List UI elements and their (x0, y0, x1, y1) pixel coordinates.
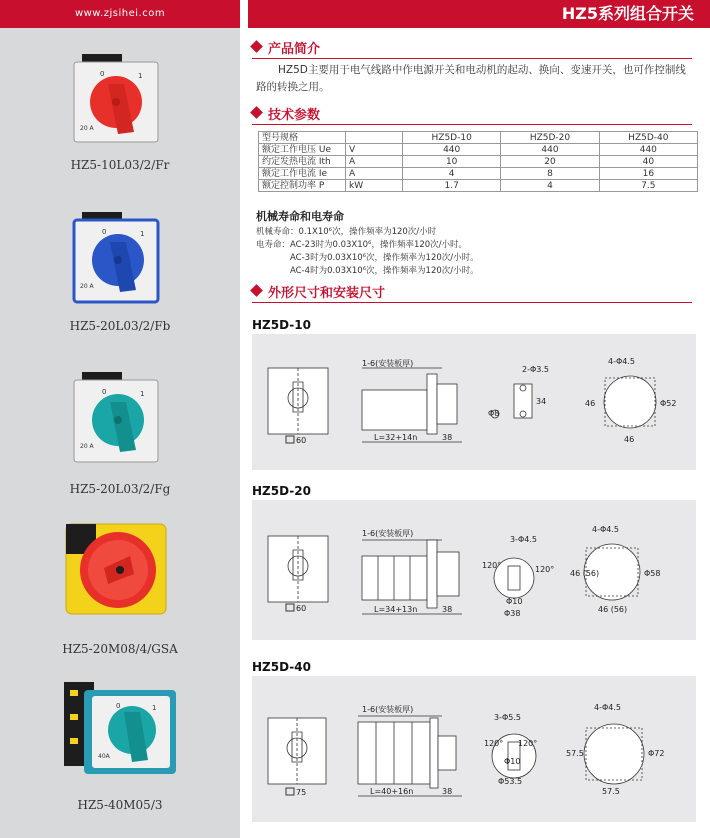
holes-b-label: 4-Φ4.5 (592, 525, 619, 534)
table-row (259, 144, 698, 156)
holes-a-label: 2-Φ3.5 (522, 365, 549, 374)
table-header-row (259, 132, 698, 144)
table-row (259, 168, 698, 180)
hole-d-label: Φ10 (504, 757, 521, 766)
front-size: 60 (296, 436, 307, 445)
life-line: AC-4时为0.03X10⁶次，操作频率为120次/小时。 (290, 266, 479, 276)
section-header-tech (252, 104, 692, 125)
holes-b-label: 4-Φ4.5 (608, 357, 635, 366)
drawing-label: 40A (98, 753, 110, 760)
circle-label: Φ72 (648, 749, 665, 758)
plate-label: 1-6(安装板厚) (362, 529, 414, 538)
depth-label: 38 (442, 433, 453, 442)
table-row (259, 156, 698, 168)
drawing-label: 20 A (80, 283, 94, 290)
switch-yellow-icon (60, 518, 180, 618)
plate-label: 1-6(安装板厚) (362, 705, 414, 714)
header-cell: 型号规格 (259, 132, 346, 144)
page-title: HZ5系列组合开关 (561, 4, 694, 23)
holes-a-label: 3-Φ4.5 (510, 535, 537, 544)
angle-r-label: 120° (518, 739, 538, 748)
product-hz5-20-green (0, 368, 240, 508)
header-cell (346, 132, 403, 144)
life-line: 机械寿命：0.1X10⁶次，操作频率为120次/小时 (256, 227, 437, 237)
square-h-label: 46 (585, 399, 596, 408)
table-cell: 7.5 (599, 180, 697, 192)
table-cell: 10 (403, 156, 501, 168)
drawing-hz5d-40 (252, 676, 696, 822)
header-cell: HZ5D-20 (501, 132, 599, 144)
intro-paragraph: HZ5D主要用于电气线路中作电源开关和电动机的起动、换向、变速开关，也可作控制线路的转换之用。 (256, 64, 686, 93)
table-cell: 16 (599, 168, 697, 180)
diamond-bullet-icon (250, 284, 263, 297)
length-label: L=40+16n (370, 787, 414, 796)
section-title: 产品简介 (268, 42, 321, 57)
side-view (362, 368, 462, 442)
table-cell: 额定工作电流 Ie (259, 168, 346, 180)
website-url[interactable]: www.zjsihei.com (0, 0, 240, 28)
product-sidebar (0, 0, 240, 838)
product-caption: HZ5-20L03/2/Fb (69, 319, 171, 333)
drawing-title: HZ5D-20 (252, 484, 311, 498)
front-view (268, 368, 328, 434)
table-cell: 额定控制功率 P (259, 180, 346, 192)
mount-view (604, 376, 656, 428)
table-cell: 20 (501, 156, 599, 168)
drawing-title: HZ5D-40 (252, 660, 311, 674)
switch-red-icon (60, 48, 180, 148)
life-line: 电寿命：AC-23时为0.03X10⁶，操作频率120次/小时。 (256, 240, 468, 250)
drawing-lines (268, 536, 328, 602)
drawing-lines (268, 718, 326, 784)
table-row (259, 180, 698, 192)
circle-label: Φ58 (644, 569, 661, 578)
product-hz5-10-red (0, 48, 240, 188)
product-caption: HZ5-40M05/3 (77, 798, 163, 812)
table-cell: 约定发热电流 Ith (259, 156, 346, 168)
angle-r-label: 120° (535, 565, 555, 574)
hole-h-label: 34 (536, 397, 547, 406)
table-cell: V (346, 144, 403, 156)
section-title: 外形尺寸和安装尺寸 (268, 286, 386, 301)
product-hz5-20-blue (0, 208, 240, 348)
product-hz5-40m05 (0, 678, 240, 818)
section-title: 技术参数 (268, 108, 321, 123)
table-cell: 额定工作电压 Ue (259, 144, 346, 156)
square-w-label: 46 (56) (598, 605, 628, 614)
product-caption: HZ5-20M08/4/GSA (62, 642, 178, 656)
angle-l-label: 120° (482, 561, 502, 570)
table-cell: 440 (403, 144, 501, 156)
square-w-label: 46 (624, 435, 635, 444)
header-cell: HZ5D-10 (403, 132, 501, 144)
switch-teal-icon (60, 368, 180, 468)
holes-a-label: 3-Φ5.5 (494, 713, 521, 722)
length-label: L=32+14n (374, 433, 418, 442)
drawing-label: 1 (138, 72, 143, 80)
drawing-hz5d-10 (252, 334, 696, 470)
table-cell: kW (346, 180, 403, 192)
square-h-label: 46 (56) (570, 569, 600, 578)
table-cell: 8 (501, 168, 599, 180)
switch-40a-icon (60, 678, 180, 778)
square-w-label: 57.5 (602, 787, 620, 796)
pcd-label: Φ38 (504, 609, 521, 618)
circle-label: Φ52 (660, 399, 677, 408)
plate-label: 1-6(安装板厚) (362, 359, 414, 368)
section-header-intro (252, 38, 692, 59)
table-cell: 40 (599, 156, 697, 168)
pcd-label: Φ53.5 (498, 777, 523, 786)
product-caption: HZ5-10L03/2/Fr (70, 158, 170, 172)
depth-label: 38 (442, 605, 453, 614)
drawing-label: 0 (102, 228, 107, 236)
drawing-label: 0 (100, 70, 105, 78)
square-h-label: 57.5 (566, 749, 584, 758)
drawing-lines (584, 724, 644, 784)
drawing-label: 20 A (80, 443, 94, 450)
diamond-bullet-icon (250, 40, 263, 53)
drawing-title: HZ5D-10 (252, 318, 311, 332)
drawing-label: 1 (140, 390, 145, 398)
table-cell: A (346, 156, 403, 168)
table-cell: 440 (501, 144, 599, 156)
drawing-label: 1 (152, 704, 157, 712)
header-cell: HZ5D-40 (599, 132, 697, 144)
length-label: L=34+13n (374, 605, 418, 614)
parameters-table (258, 131, 698, 192)
table-cell: A (346, 168, 403, 180)
title-bar (248, 0, 710, 28)
product-caption: HZ5-20L03/2/Fg (69, 482, 171, 496)
diamond-bullet-icon (250, 106, 263, 119)
table-cell: 1.7 (403, 180, 501, 192)
switch-blue-icon (60, 208, 180, 308)
drawing-hz5d-20 (252, 500, 696, 640)
product-hz5-20m08 (0, 518, 240, 658)
drawing-label: 20 A (80, 125, 94, 132)
hole-d-label: Φ8 (488, 409, 500, 418)
drawing-lines (358, 716, 462, 796)
life-line: AC-3时为0.03X10⁶次，操作频率为120次/小时。 (290, 253, 479, 263)
front-size: 75 (296, 788, 307, 797)
angle-l-label: 120° (484, 739, 504, 748)
table-cell: 4 (501, 180, 599, 192)
table-cell: 4 (403, 168, 501, 180)
table-cell: 440 (599, 144, 697, 156)
drawing-lines (362, 540, 462, 614)
drawing-label: 1 (140, 230, 145, 238)
hole-d-label: Φ10 (506, 597, 523, 606)
life-title: 机械寿命和电寿命 (256, 210, 344, 223)
holes-b-label: 4-Φ4.5 (594, 703, 621, 712)
depth-label: 38 (442, 787, 453, 796)
drawing-label: 0 (116, 702, 121, 710)
drawing-label: 0 (102, 388, 107, 396)
front-size: 60 (296, 604, 307, 613)
section-header-dims (252, 282, 692, 303)
